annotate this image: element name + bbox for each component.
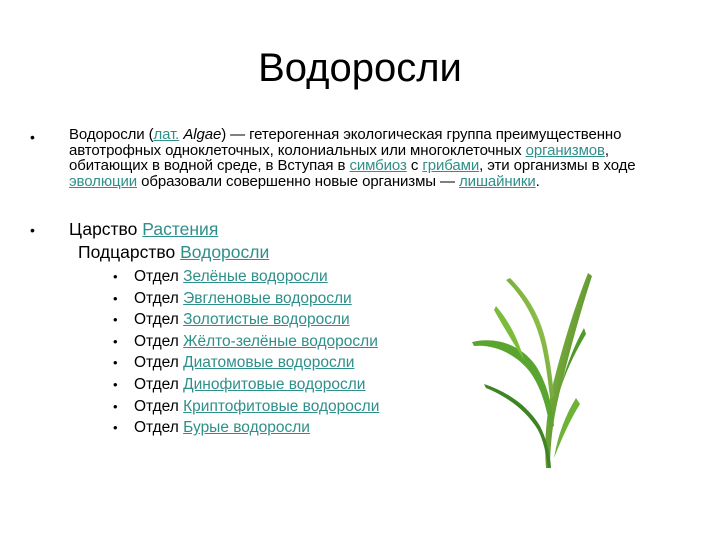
kingdom-label: Царство [69,219,143,239]
link-division[interactable]: Динофитовые водоросли [183,375,366,393]
text-fragment: образовали совершенно новые организмы — [137,172,460,190]
division-prefix: Отдел [134,375,184,393]
link-division[interactable]: Криптофитовые водоросли [183,397,380,415]
list-item [113,396,379,418]
link-evolution[interactable]: эволюции [69,172,138,190]
division-prefix: Отдел [134,397,184,415]
text-fragment: . [535,172,540,190]
bullet: • [113,312,118,328]
division-prefix: Отдел [134,354,184,372]
link-division[interactable]: Диатомовые водоросли [183,354,355,372]
link-lichens[interactable]: лишайники [459,172,536,190]
bullet: • [113,376,118,392]
division-prefix: Отдел [134,289,184,307]
definition-paragraph [69,127,669,189]
bullet: • [113,333,118,349]
leaf-blade [545,273,592,468]
division-prefix: Отдел [134,332,184,350]
list-item [113,352,379,374]
division-prefix: Отдел [134,268,184,285]
slide-title: Водоросли [258,46,462,90]
link-lat[interactable]: лат. [153,126,180,143]
link-fungi[interactable]: грибами [422,157,480,175]
text-fragment: ) — гетерогенная экологическая группа преимущественно автотрофных одноклеточных, колониальных или многоклеточных [69,126,622,159]
link-symbiosis[interactable]: симбиоз [349,157,407,175]
list-item [113,309,379,331]
link-division[interactable]: Зелёные водоросли [183,268,328,285]
text-fragment: , эти организмы в ходе [479,157,636,175]
link-organisms[interactable]: организмов [525,141,605,159]
bullet-kingdom: • [30,222,35,238]
leaf-blade [484,384,551,468]
term: Водоросли [69,126,145,143]
link-plants[interactable]: Растения [142,219,219,239]
list-item [113,374,379,396]
bullet: • [113,420,118,436]
bullet-definition: • [30,129,35,145]
list-item [113,331,379,353]
kingdom-line [69,219,218,239]
bullet: • [113,355,118,371]
division-prefix: Отдел [134,311,184,329]
link-algae[interactable]: Водоросли [180,242,270,262]
latin-name: Algae [183,126,222,143]
subkingdom-line [78,242,269,262]
bullet: • [113,269,118,284]
division-prefix: Отдел [134,419,184,437]
divisions-list [113,266,379,439]
leaf-blade [554,398,580,458]
text-fragment: ( [144,126,154,143]
text-fragment: с [406,157,423,175]
list-item [113,288,379,310]
link-division[interactable]: Бурые водоросли [183,419,310,437]
bullet: • [113,290,118,306]
seaweed-image [466,268,596,478]
subkingdom-label: Подцарство [78,242,181,262]
list-item [113,266,379,288]
link-division[interactable]: Жёлто-зелёные водоросли [183,332,378,350]
list-item [113,417,379,439]
link-division[interactable]: Эвгленовые водоросли [183,289,352,307]
bullet: • [113,398,118,414]
text-fragment: , обитающих в водной среде, в Вступая в [69,141,609,175]
link-division[interactable]: Золотистые водоросли [183,311,350,329]
